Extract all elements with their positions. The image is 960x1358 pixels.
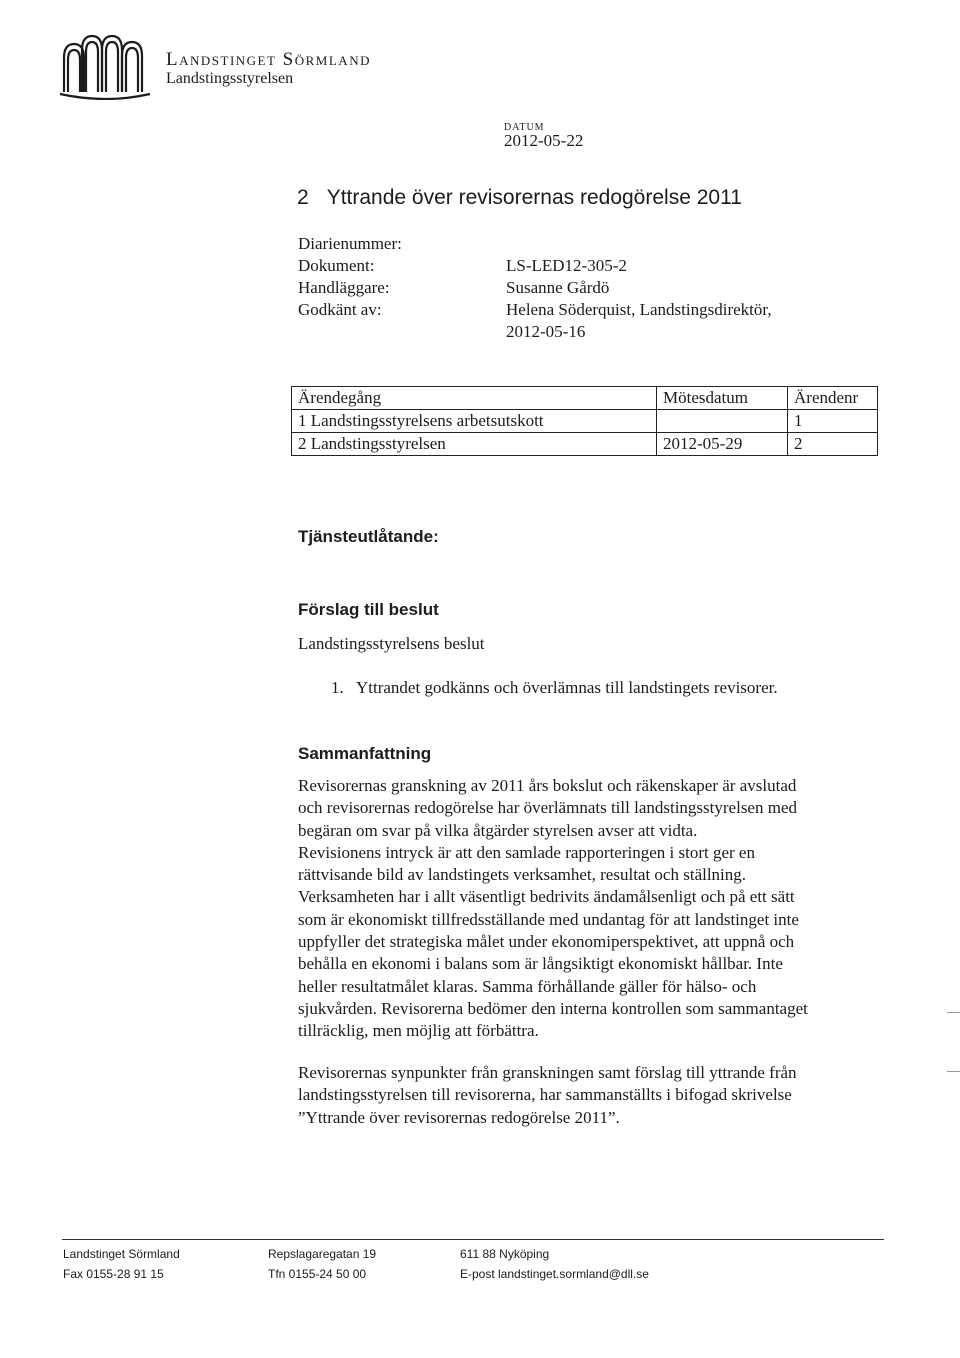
footer-address: Repslagaregatan 19 bbox=[268, 1247, 377, 1261]
table-row bbox=[292, 410, 878, 433]
header-motesdatum: Mötesdatum bbox=[657, 387, 788, 410]
cell-arendenr: 1 bbox=[788, 410, 878, 433]
header-arendegang: Ärendegång bbox=[292, 387, 657, 410]
meta-handlaggare: Susanne Gårdö bbox=[506, 278, 610, 297]
title-number: 2 bbox=[297, 186, 309, 209]
beslut-item-number: 1. bbox=[331, 678, 344, 697]
footer-divider bbox=[62, 1239, 884, 1240]
text-line: rättvisande bild av landstingets verksamhet, resultat och ställning. bbox=[298, 865, 747, 885]
date-label: DATUM bbox=[504, 122, 545, 133]
header-arendenr: Ärendenr bbox=[788, 387, 878, 410]
table-header-row bbox=[292, 387, 878, 410]
text-line: Verksamheten har i allt väsentligt bedrivits ändamålsenligt och på ett sätt bbox=[298, 887, 795, 907]
meta-godkant-line1: Helena Söderquist, Landstingsdirektör, bbox=[506, 300, 772, 319]
text-line: Revisorernas granskning av 2011 års bokslut och räkenskaper är avslutad bbox=[298, 776, 797, 795]
ls-beslut-label: Landstingsstyrelsens beslut bbox=[298, 634, 485, 653]
table-row bbox=[292, 433, 878, 456]
text-line: ”Yttrande över revisorernas redogörelse 2011”. bbox=[298, 1107, 620, 1127]
arende-table bbox=[291, 386, 878, 456]
synpunkter-paragraph bbox=[298, 1062, 878, 1129]
title-text: Yttrande över revisorernas redogörelse 2011 bbox=[326, 186, 742, 209]
footer-phone: Tfn 0155-24 50 00 bbox=[268, 1267, 367, 1281]
footer-postal: 611 88 Nyköping bbox=[460, 1247, 550, 1261]
text-line: sjukvården. Revisorerna bedömer den interna kontrollen som sammantaget bbox=[298, 998, 808, 1018]
cell-arendegang: 2 Landstingsstyrelsen bbox=[292, 433, 657, 456]
text-line: tillräcklig, men möjlig att förbättra. bbox=[298, 1021, 539, 1041]
sammanfattning-heading: Sammanfattning bbox=[298, 744, 432, 763]
text-line: Revisionens intryck är att den samlade rapporteringen i stort ger en bbox=[298, 842, 755, 862]
date-value: 2012-05-22 bbox=[504, 131, 584, 150]
text-line: och revisorernas redogörelse har överlämnats till landstingsstyrelsen med bbox=[298, 798, 797, 818]
meta-label-handlaggare: Handläggare: bbox=[298, 278, 390, 297]
text-line: behålla en ekonomi i balans som är långsiktigt ekonomiskt hållbar. Inte bbox=[298, 954, 783, 974]
text-line: heller resultatmålet klaras. Samma förhållande gäller för hälso- och bbox=[298, 976, 757, 996]
text-line: som är ekonomiskt tillfredsställande med undantag för att landstinget inte bbox=[298, 909, 799, 929]
footer-email: E-post landstinget.sormland@dll.se bbox=[460, 1267, 649, 1281]
cell-arendegang: 1 Landstingsstyrelsens arbetsutskott bbox=[292, 410, 657, 433]
text-line: Revisorernas synpunkter från granskningen samt förslag till yttrande från bbox=[298, 1063, 797, 1082]
text-line: landstingsstyrelsen till revisorerna, har sammanställts i bifogad skrivelse bbox=[298, 1085, 792, 1105]
text-line: uppfyller det strategiska målet under ekonomiperspektivet, att uppnå och bbox=[298, 932, 795, 952]
footer-fax: Fax 0155-28 91 15 bbox=[63, 1267, 164, 1281]
meta-dokument: LS-LED12-305-2 bbox=[506, 256, 627, 275]
summary-paragraph bbox=[298, 775, 878, 1043]
meta-label-dokument: Dokument: bbox=[298, 256, 375, 275]
document-title bbox=[297, 186, 742, 210]
cell-motesdatum bbox=[657, 410, 788, 433]
meta-godkant-line2: 2012-05-16 bbox=[506, 322, 586, 341]
forslag-heading: Förslag till beslut bbox=[298, 600, 439, 619]
cell-arendenr: 2 bbox=[788, 433, 878, 456]
org-name: Landstinget Sörmland bbox=[166, 49, 371, 70]
org-subtitle: Landstingsstyrelsen bbox=[166, 70, 294, 87]
tjansteutlatande-heading: Tjänsteutlåtande: bbox=[298, 527, 439, 546]
cell-motesdatum: 2012-05-29 bbox=[657, 433, 788, 456]
scan-edge-mark bbox=[947, 1071, 960, 1072]
meta-label-godkant: Godkänt av: bbox=[298, 300, 382, 319]
beslut-item-text: Yttrandet godkänns och överlämnas till landstingets revisorer. bbox=[356, 678, 778, 697]
text-line: begäran om svar på vilka åtgärder styrelsen avser att vidta. bbox=[298, 820, 698, 840]
landstinget-logo bbox=[58, 30, 154, 100]
meta-label-diarienummer: Diarienummer: bbox=[298, 234, 402, 253]
footer-org: Landstinget Sörmland bbox=[63, 1247, 180, 1261]
scan-edge-mark bbox=[947, 1012, 960, 1013]
